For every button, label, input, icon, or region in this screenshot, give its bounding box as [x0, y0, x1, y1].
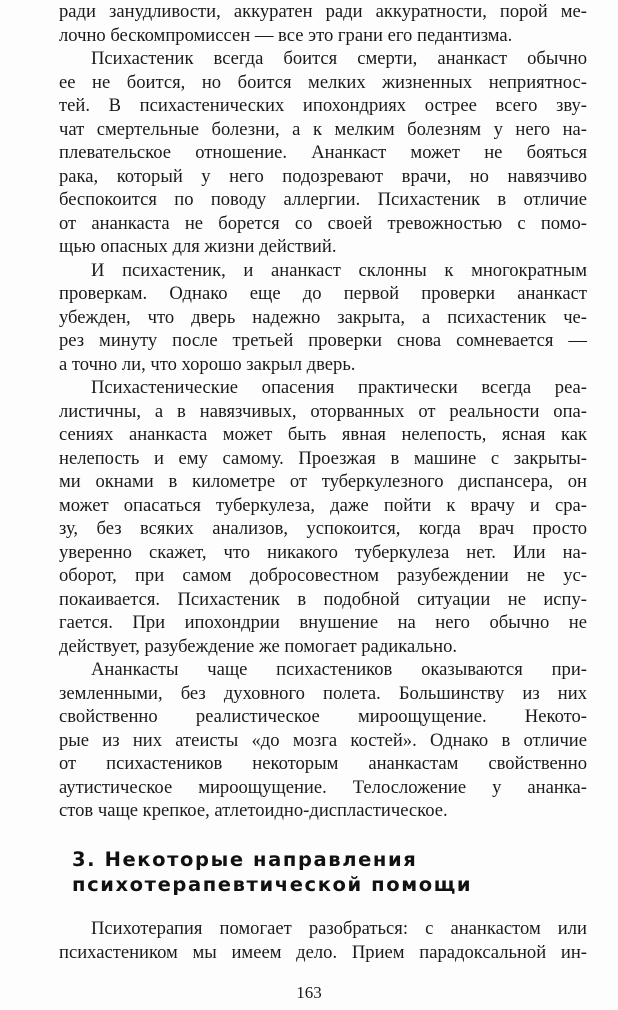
- text-line: щью опасных для жизни действий.: [59, 236, 337, 257]
- text-line: рака, который у него подозревают врачи, но навязчиво: [59, 165, 587, 187]
- text-line: ее не боится, но боится мелких жизненных неприятнос-: [59, 71, 587, 93]
- heading-line: 3. Некоторые направления: [72, 848, 418, 871]
- text-line: нелепость и ему самому. Проезжая в машине с закрыты-: [59, 447, 587, 469]
- heading-line: психотерапевтической помощи: [72, 872, 473, 896]
- text-line: гается. При ипохондрии внушение на него обычно не: [59, 612, 587, 633]
- text-line: может опасаться туберкулеза, даже пойти к врачу и сра-: [59, 494, 587, 516]
- text-line: зу, без всяких анализов, успокоится, когда врач просто: [59, 518, 587, 539]
- paragraph: [59, 47, 587, 259]
- text-line: Психастеник всегда боится смерти, ананкаст обычно: [91, 48, 587, 69]
- text-line: а точно ли, что хорошо закрыл дверь.: [59, 353, 356, 375]
- text-line: убежден, что дверь надежно закрыта, а психастеник че-: [59, 306, 587, 328]
- text-line: рез минуту после третьей проверки снова сомневается —: [59, 330, 587, 351]
- text-line: аутистическое мироощущение. Телосложение у ананка-: [59, 776, 587, 798]
- text-line: чат смертельные болезни, а к мелким болезням у него на-: [59, 118, 587, 140]
- text-line: листичны, а в навязчивых, оторванных от реальности опа-: [59, 400, 587, 422]
- section-heading: [72, 848, 552, 897]
- text-line: от психастеников некоторым ананкастам свойственно: [59, 753, 587, 774]
- text-line: проверкам. Однако еще до первой проверки ананкаст: [59, 283, 587, 304]
- paragraph: [59, 259, 587, 377]
- text-line: Ананкасты чаще психастеников оказываются при-: [91, 659, 587, 680]
- paragraph: [59, 0, 587, 47]
- text-line: действует, разубеждение же помогает радикально.: [59, 635, 458, 657]
- text-line: И психастеник, и ананкаст склонны к многократным: [91, 259, 587, 281]
- body-text-top: [59, 0, 587, 823]
- paragraph: [59, 917, 587, 964]
- paragraph: [59, 376, 587, 658]
- text-line: ми окнами в километре от туберкулезного диспансера, он: [59, 471, 587, 492]
- text-line: стов чаще крепкое, атлетоидно-диспластическое.: [59, 800, 448, 821]
- text-line: тей. В психастенических ипохондриях острее всего зву-: [59, 95, 587, 116]
- text-line: уверенно скажет, что никакого туберкулеза нет. Или на-: [59, 541, 587, 563]
- text-line: Психастенические опасения практически всегда реа-: [91, 377, 587, 398]
- text-line: беспокоится по поводу аллергии. Психастеник в отличие: [59, 189, 587, 210]
- page-number: 163: [296, 983, 322, 1002]
- text-line: земленными, без духовного полета. Большинству из них: [59, 682, 587, 704]
- text-line: от ананкаста не борется со своей тревожностью с помо-: [59, 212, 587, 234]
- text-line: оборот, при самом добросовестном разубеждении не ус-: [59, 565, 587, 586]
- text-line: плевательское отношение. Ананкаст может не бояться: [59, 142, 587, 163]
- text-line: ради занудливости, аккуратен ради аккуратности, порой ме-: [59, 1, 587, 22]
- text-line: Психотерапия помогает разобраться: с ананкастом или: [91, 918, 587, 939]
- text-line: свойственно реалистическое мироощущение. Некото-: [59, 706, 587, 727]
- text-line: покаивается. Психастеник в подобной ситуации не испу-: [59, 588, 587, 610]
- body-text-bottom: [59, 917, 587, 964]
- text-line: психастеником мы имеем дело. Прием парадоксальной ин-: [59, 941, 587, 963]
- text-line: лочно бескомпромиссен — все это грани его педантизма.: [59, 24, 513, 46]
- paragraph: [59, 658, 587, 823]
- text-line: сениях ананкаста может быть явная нелепость, ясная как: [59, 424, 587, 445]
- text-line: рые из них атеисты «до мозга костей». Однако в отличие: [59, 729, 587, 751]
